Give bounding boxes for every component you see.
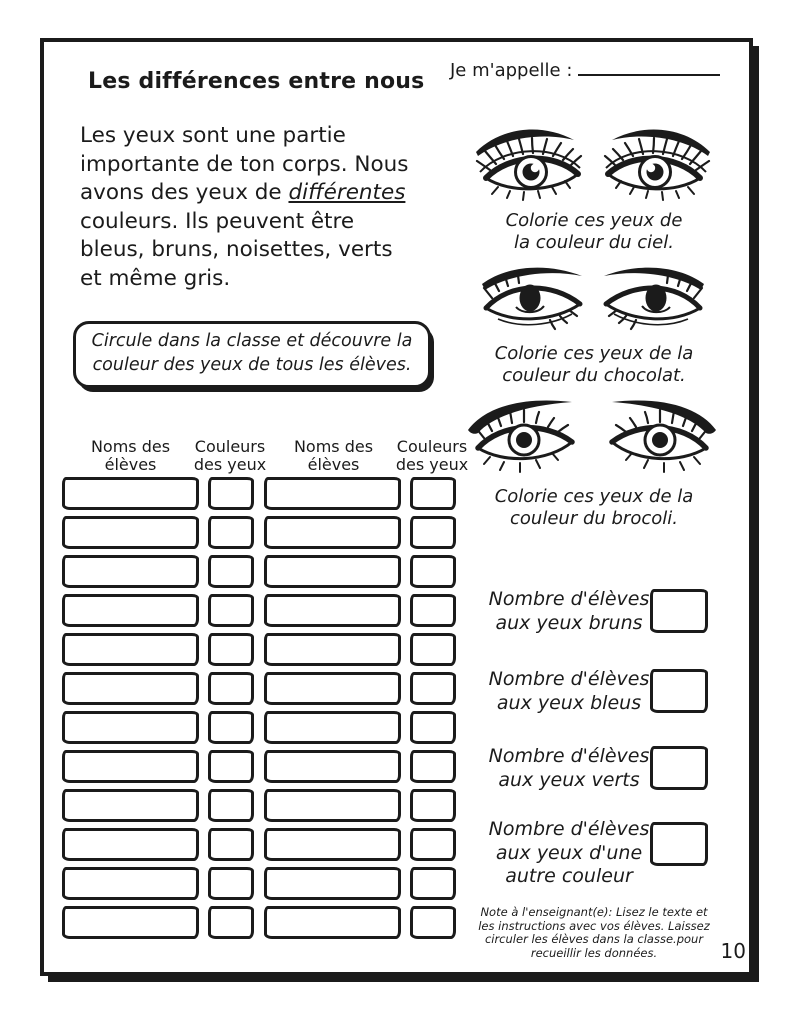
- roster-row: [62, 711, 254, 744]
- roster-row: [264, 672, 456, 705]
- teacher-note: Note à l'enseignant(e): Lisez le texte et les instructions avec vos élèves. Laissez circuler les élèves dans la classe.pour recueillir les données.: [478, 905, 710, 960]
- instruction-box: [73, 321, 431, 388]
- student-name-box[interactable]: [62, 750, 199, 783]
- roster-row: [264, 906, 456, 939]
- roster-row: [62, 789, 254, 822]
- instruction-line: couleur des yeux de tous les élèves.: [92, 355, 412, 375]
- student-name-box[interactable]: [264, 516, 401, 549]
- eye-color-box[interactable]: [410, 828, 456, 861]
- eye-color-box[interactable]: [410, 906, 456, 939]
- eye-color-box[interactable]: [208, 867, 254, 900]
- eye-color-box[interactable]: [208, 750, 254, 783]
- intro-line: couleurs. Ils peuvent être: [80, 208, 355, 234]
- student-name-box[interactable]: [62, 633, 199, 666]
- eye-color-box[interactable]: [208, 633, 254, 666]
- eye-color-box[interactable]: [208, 516, 254, 549]
- eyes-illustration-sky[interactable]: [472, 120, 716, 206]
- eyes-caption-broccoli: Colorie ces yeux de la couleur du brocoli.: [494, 486, 694, 529]
- student-name-box[interactable]: [62, 516, 199, 549]
- count-label-green: Nombre d'élèves aux yeux verts: [488, 745, 650, 791]
- count-box-brown[interactable]: [650, 589, 708, 633]
- names-header-1: Noms des élèves: [90, 437, 171, 474]
- student-name-box[interactable]: [62, 672, 199, 705]
- intro-line: importante de ton corps. Nous: [80, 151, 409, 177]
- eye-color-box[interactable]: [410, 594, 456, 627]
- roster-row: [62, 516, 254, 549]
- student-name-box[interactable]: [62, 594, 199, 627]
- eye-color-box[interactable]: [410, 633, 456, 666]
- eyes-illustration-chocolate[interactable]: [478, 262, 708, 340]
- roster-row: [264, 828, 456, 861]
- eye-color-box[interactable]: [410, 750, 456, 783]
- eye-color-box[interactable]: [410, 477, 456, 510]
- student-name-box[interactable]: [264, 672, 401, 705]
- roster-row: [62, 828, 254, 861]
- roster-row: [62, 555, 254, 588]
- eye-color-box[interactable]: [208, 477, 254, 510]
- roster-row: [264, 477, 456, 510]
- eye-color-box[interactable]: [410, 711, 456, 744]
- student-name-box[interactable]: [62, 477, 199, 510]
- eye-color-box[interactable]: [208, 672, 254, 705]
- roster-column-2: [264, 477, 456, 945]
- student-name-box[interactable]: [264, 555, 401, 588]
- student-name-box[interactable]: [62, 789, 199, 822]
- emphasized-word: différentes: [288, 180, 406, 205]
- colors-header-2: Couleurs des yeux: [395, 437, 469, 474]
- name-line: [450, 58, 720, 81]
- eye-color-box[interactable]: [410, 555, 456, 588]
- roster-row: [264, 867, 456, 900]
- eye-color-box[interactable]: [208, 828, 254, 861]
- count-label-other: Nombre d'élèves aux yeux d'une autre couleur: [488, 818, 650, 887]
- student-name-box[interactable]: [62, 828, 199, 861]
- roster-row: [264, 750, 456, 783]
- roster-row: [62, 750, 254, 783]
- student-name-box[interactable]: [62, 906, 199, 939]
- roster-row: [62, 594, 254, 627]
- intro-line: avons des yeux de différentes: [80, 180, 406, 205]
- roster-row: [62, 633, 254, 666]
- eye-color-box[interactable]: [208, 555, 254, 588]
- count-box-other[interactable]: [650, 822, 708, 866]
- eyes-caption-sky: Colorie ces yeux de la couleur du ciel.: [505, 210, 683, 253]
- roster-row: [264, 555, 456, 588]
- eye-color-box[interactable]: [410, 672, 456, 705]
- student-name-box[interactable]: [264, 906, 401, 939]
- names-header-2: Noms des élèves: [293, 437, 374, 474]
- roster-row: [62, 477, 254, 510]
- count-box-blue[interactable]: [650, 669, 708, 713]
- roster-row: [264, 594, 456, 627]
- colors-header-1: Couleurs des yeux: [193, 437, 267, 474]
- name-label: Je m'appelle :: [450, 60, 573, 81]
- roster-row: [62, 906, 254, 939]
- page-border-frame: [40, 38, 753, 976]
- intro-line: bleus, bruns, noisettes, verts: [80, 237, 393, 262]
- student-name-box[interactable]: [264, 867, 401, 900]
- student-name-box[interactable]: [62, 711, 199, 744]
- intro-line: et même gris.: [80, 265, 231, 291]
- eye-color-box[interactable]: [208, 711, 254, 744]
- student-name-box[interactable]: [264, 750, 401, 783]
- eye-color-box[interactable]: [410, 516, 456, 549]
- student-name-box[interactable]: [264, 789, 401, 822]
- student-name-box[interactable]: [264, 594, 401, 627]
- roster-row: [264, 633, 456, 666]
- eyes-caption-chocolate: Colorie ces yeux de la couleur du chocolat.: [494, 343, 694, 386]
- count-box-green[interactable]: [650, 746, 708, 790]
- student-name-box[interactable]: [62, 867, 199, 900]
- page-number: 10: [720, 939, 746, 963]
- roster-row: [264, 711, 456, 744]
- eye-color-box[interactable]: [410, 867, 456, 900]
- roster-row: [62, 867, 254, 900]
- eyes-illustration-broccoli[interactable]: [468, 394, 716, 484]
- roster-row: [264, 789, 456, 822]
- eye-color-box[interactable]: [208, 789, 254, 822]
- student-name-box[interactable]: [264, 477, 401, 510]
- instruction-line: Circule dans la classe et découvre la: [91, 331, 413, 351]
- roster-column-1: [62, 477, 254, 945]
- student-name-box[interactable]: [264, 828, 401, 861]
- name-input-line[interactable]: [578, 58, 720, 76]
- roster-row: [62, 672, 254, 705]
- eye-color-box[interactable]: [208, 906, 254, 939]
- page-title: Les différences entre nous: [88, 68, 425, 94]
- student-name-box[interactable]: [264, 633, 401, 666]
- intro-line: Les yeux sont une partie: [80, 123, 346, 148]
- student-name-box[interactable]: [264, 711, 401, 744]
- count-label-brown: Nombre d'élèves aux yeux bruns: [488, 588, 650, 634]
- roster-row: [264, 516, 456, 549]
- eye-color-box[interactable]: [410, 789, 456, 822]
- intro-paragraph: [80, 122, 408, 293]
- eye-color-box[interactable]: [208, 594, 254, 627]
- count-label-blue: Nombre d'élèves aux yeux bleus: [488, 668, 650, 714]
- student-name-box[interactable]: [62, 555, 199, 588]
